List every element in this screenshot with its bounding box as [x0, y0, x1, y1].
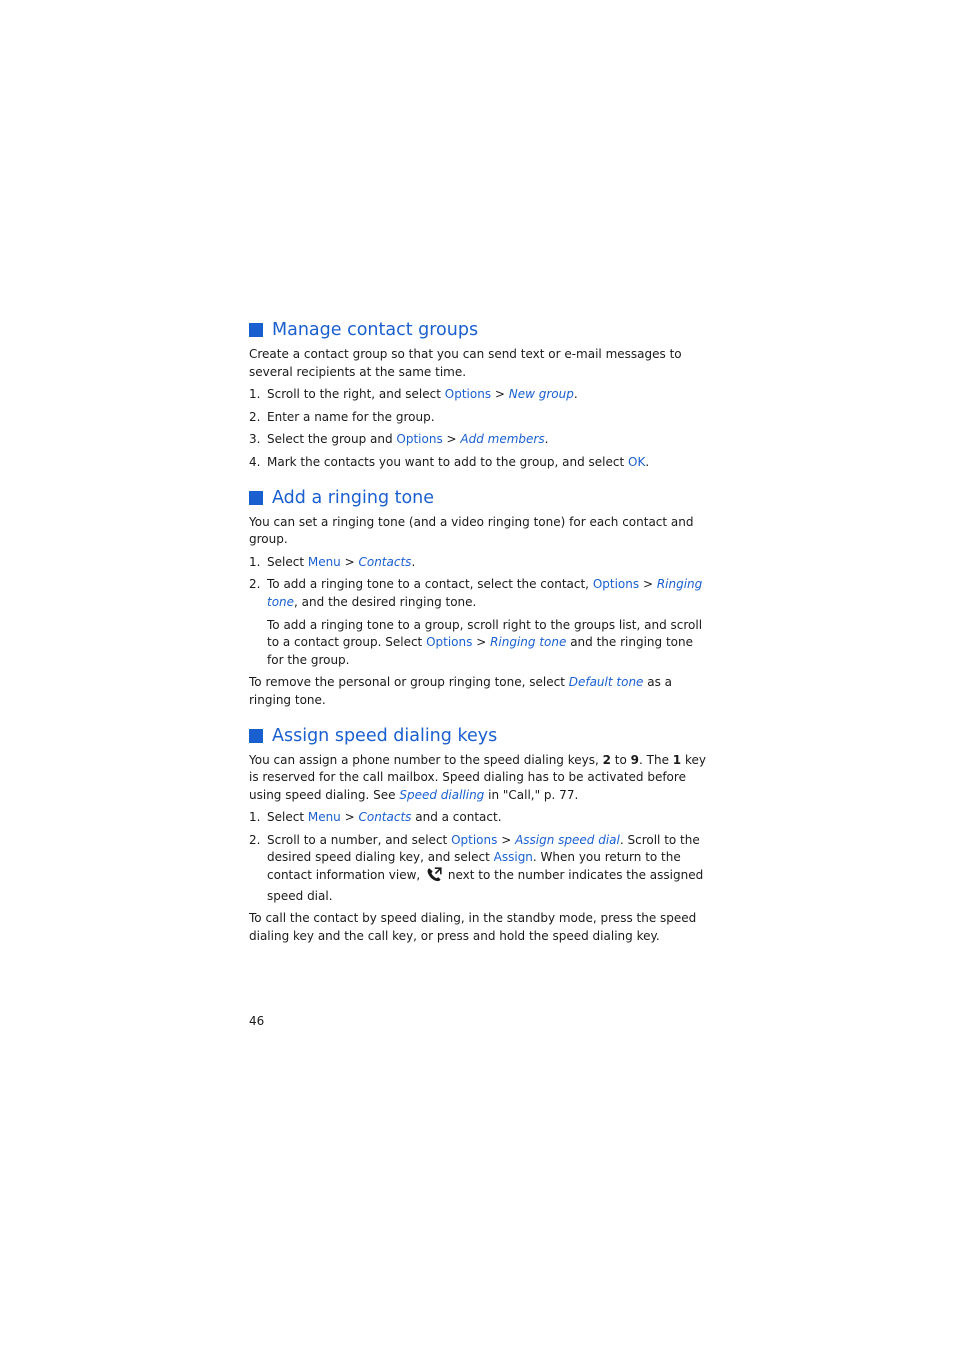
intro-text: in "Call," p. 77.	[484, 787, 579, 802]
list-item	[249, 431, 709, 449]
softkey-options: Options	[396, 432, 443, 447]
list-item	[249, 554, 709, 572]
step-text: Scroll to a number, and select	[267, 832, 452, 847]
step-text: Enter a name for the group.	[267, 409, 435, 424]
square-bullet-icon	[249, 729, 263, 743]
step-number: 2.	[249, 577, 261, 592]
separator: >	[442, 432, 461, 447]
intro-text: to	[610, 752, 631, 767]
note-text: as a ringing tone.	[249, 675, 673, 707]
steps-list	[249, 554, 709, 670]
softkey-options: Options	[426, 635, 473, 650]
softkey-ok: OK	[628, 454, 646, 469]
list-item	[249, 809, 709, 827]
menu-item-contacts: Contacts	[358, 554, 412, 569]
separator: >	[340, 554, 359, 569]
step-number: 4.	[249, 454, 261, 469]
list-item	[249, 409, 709, 427]
key-label: 2	[602, 752, 611, 767]
intro-paragraph: Create a contact group so that you can send text or e-mail messages to several recipients at the same time.	[249, 347, 682, 379]
softkey-options: Options	[451, 832, 498, 847]
step-text: Select the group and	[267, 432, 397, 447]
note-paragraph: To call the contact by speed dialing, in the standby mode, press the speed dialing key and the call key, or press and hold the speed dialing key.	[249, 911, 697, 943]
key-label: 9	[630, 752, 640, 767]
step-text: Scroll to the right, and select	[267, 387, 445, 402]
heading-text: Add a ringing tone	[272, 487, 435, 508]
softkey-options: Options	[592, 577, 640, 592]
menu-item-add-members: Add members	[460, 432, 545, 447]
list-item	[249, 832, 709, 905]
step-text: and the ringing tone for the group.	[267, 635, 693, 667]
intro-text: . The	[639, 752, 673, 767]
step-text: .	[573, 387, 578, 402]
list-item	[249, 454, 709, 472]
step-number: 1.	[249, 810, 261, 825]
step-number: 2.	[249, 409, 261, 424]
menu-item-new-group: New group	[508, 387, 574, 402]
list-item	[249, 386, 709, 404]
step-text: . Scroll to the desired speed dialing key, and select	[267, 832, 700, 865]
square-bullet-icon	[249, 323, 263, 337]
intro-paragraph	[249, 752, 709, 805]
page-content	[249, 318, 709, 945]
menu-item-ringing-tone: Ringing tone	[267, 577, 703, 609]
heading-assign-speed-dialing	[249, 724, 709, 748]
heading-text: Manage contact groups	[272, 320, 479, 340]
softkey-assign: Assign	[493, 850, 533, 865]
step-number: 1.	[249, 387, 261, 402]
step-text: To add a ringing tone to a contact, select the contact,	[267, 577, 593, 592]
separator: >	[472, 635, 491, 650]
heading-add-ringing-tone	[249, 486, 709, 510]
note-paragraph	[249, 674, 709, 709]
separator: >	[340, 810, 359, 825]
menu-item-assign-speed-dial: Assign speed dial	[515, 832, 620, 847]
step-text: .	[544, 432, 549, 447]
step-text: To add a ringing tone to a group, scroll right to the groups list, and scroll to a contact group. Select	[267, 617, 703, 650]
step-text: Select	[267, 554, 308, 569]
menu-item-default-tone: Default tone	[568, 675, 644, 690]
phone-handset-icon	[426, 867, 442, 888]
softkey-menu: Menu	[307, 554, 341, 569]
step-text: .	[645, 454, 650, 469]
step-number: 1.	[249, 554, 261, 569]
intro-text: You can assign a phone number to the speed dialing keys,	[249, 752, 603, 767]
separator: >	[639, 577, 657, 592]
softkey-menu: Menu	[307, 810, 341, 825]
intro-text: key is reserved for the call mailbox. Speed dialing has to be activated before using speed dialing. See	[249, 752, 706, 802]
heading-text: Assign speed dialing keys	[272, 725, 498, 746]
intro-paragraph: You can set a ringing tone (and a video ringing tone) for each contact and group.	[249, 514, 694, 547]
menu-item-contacts: Contacts	[358, 810, 412, 825]
step-text: Select	[267, 810, 308, 825]
step-text: and a contact.	[411, 810, 502, 825]
list-item	[249, 576, 709, 669]
softkey-options: Options	[444, 387, 492, 402]
step-number: 3.	[249, 432, 261, 447]
steps-list	[249, 386, 709, 471]
page-number: 46	[249, 1014, 265, 1028]
note-text: To remove the personal or group ringing tone, select	[249, 675, 569, 690]
square-bullet-icon	[249, 491, 263, 505]
step-subparagraph	[267, 617, 709, 670]
step-text: , and the desired ringing tone.	[294, 594, 477, 609]
step-text: Mark the contacts you want to add to the group, and select	[267, 454, 629, 469]
menu-item-speed-dialling: Speed dialling	[399, 787, 485, 802]
step-text: . When you return to the contact information view,	[267, 850, 681, 883]
key-label: 1	[672, 752, 682, 767]
separator: >	[491, 387, 509, 402]
heading-manage-contact-groups	[249, 318, 709, 342]
menu-item-ringing-tone: Ringing tone	[490, 635, 567, 650]
step-number: 2.	[249, 832, 261, 847]
step-text: next to the number indicates the assigned speed dial.	[267, 868, 704, 903]
separator: >	[497, 832, 516, 847]
steps-list	[249, 809, 709, 905]
step-text: .	[411, 554, 416, 569]
